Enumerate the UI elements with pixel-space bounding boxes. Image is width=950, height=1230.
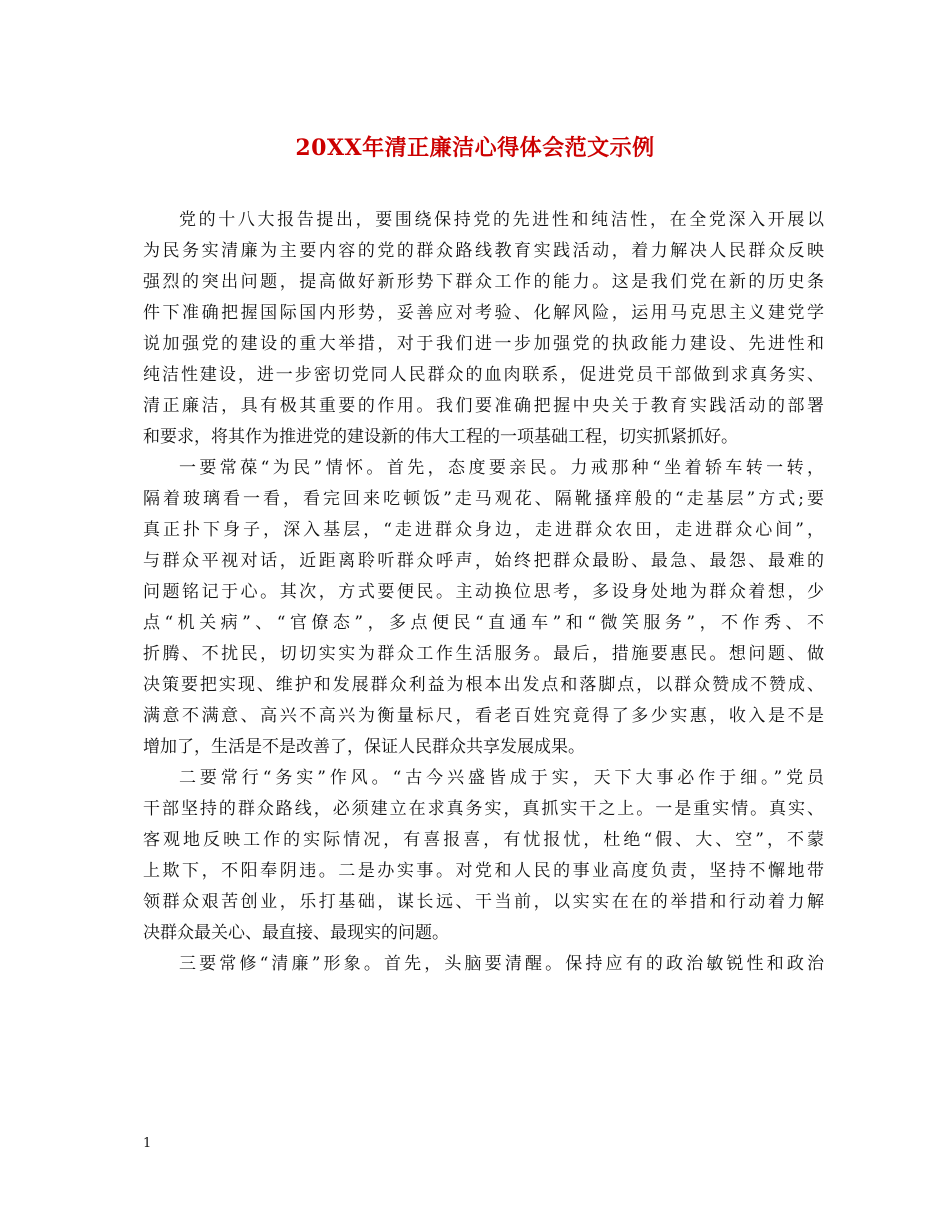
page-number: 1 <box>143 1136 152 1151</box>
body-line: 上欺下，不阳奉阴违。二是办实事。对党和人民的事业高度负责，坚持不懈地带 <box>143 861 824 881</box>
body-line: 纯洁性建设，进一步密切党同人民群众的血肉联系，促进党员干部做到求真务实、 <box>143 365 824 385</box>
body-line: 点“机关病”、“官僚态”，多点便民“直通车”和“微笑服务”，不作秀、不 <box>143 613 824 633</box>
body-line: 决群众最关心、最直接、最现实的问题。 <box>143 923 449 943</box>
body-line: 真正扑下身子，深入基层，“走进群众身边，走进群众农田，走进群众心间”， <box>143 520 824 540</box>
body-line: 决策要把实现、维护和发展群众利益为根本出发点和落脚点，以群众赞成不赞成、 <box>143 675 824 695</box>
body-line: 和要求，将其作为推进党的建设新的伟大工程的一项基础工程，切实抓紧抓好。 <box>143 427 738 447</box>
body-line: 清正廉洁，具有极其重要的作用。我们要准确把握中央关于教育实践活动的部署 <box>143 396 824 416</box>
body-line: 客观地反映工作的实际情况，有喜报喜，有忧报忧，杜绝“假、大、空”，不蒙 <box>143 830 824 850</box>
body-line: 干部坚持的群众路线，必须建立在求真务实，真抓实干之上。一是重实情。真实、 <box>143 799 824 819</box>
body-line: 领群众艰苦创业，乐打基础，谋长远、干当前，以实实在在的举措和行动着力解 <box>143 892 824 912</box>
body-line: 为民务实清廉为主要内容的党的群众路线教育实践活动，着力解决人民群众反映 <box>143 241 824 261</box>
document-body <box>143 205 824 980</box>
body-line: 说加强党的建设的重大举措，对于我们进一步加强党的执政能力建设、先进性和 <box>143 334 824 354</box>
body-line: 满意不满意、高兴不高兴为衡量标尺，看老百姓究竟得了多少实惠，收入是不是 <box>143 706 824 726</box>
body-line: 三要常修“清廉”形象。首先，头脑要清醒。保持应有的政治敏锐性和政治 <box>179 954 824 974</box>
document-title: 20XX年清正廉洁心得体会范文示例 <box>295 135 655 161</box>
body-line: 问题铭记于心。其次，方式要便民。主动换位思考，多设身处地为群众着想，少 <box>143 582 824 602</box>
body-line: 与群众平视对话，近距离聆听群众呼声，始终把群众最盼、最急、最怨、最难的 <box>143 551 824 571</box>
body-line: 增加了，生活是不是改善了，保证人民群众共享发展成果。 <box>143 737 585 757</box>
body-line: 隔着玻璃看一看，看完回来吃顿饭”走马观花、隔靴搔痒般的“走基层”方式;要 <box>143 489 824 509</box>
body-line: 一要常葆“为民”情怀。首先，态度要亲民。力戒那种“坐着轿车转一转， <box>179 458 824 478</box>
body-line: 强烈的突出问题，提高做好新形势下群众工作的能力。这是我们党在新的历史条 <box>143 272 824 292</box>
body-line: 件下准确把握国际国内形势，妥善应对考验、化解风险，运用马克思主义建党学 <box>143 303 824 323</box>
body-line: 折腾、不扰民，切切实实为群众工作生活服务。最后，措施要惠民。想问题、做 <box>143 644 824 664</box>
body-line: 党的十八大报告提出，要围绕保持党的先进性和纯洁性，在全党深入开展以 <box>179 210 824 230</box>
body-line: 二要常行“务实”作风。“古今兴盛皆成于实，天下大事必作于细。”党员 <box>179 768 824 788</box>
